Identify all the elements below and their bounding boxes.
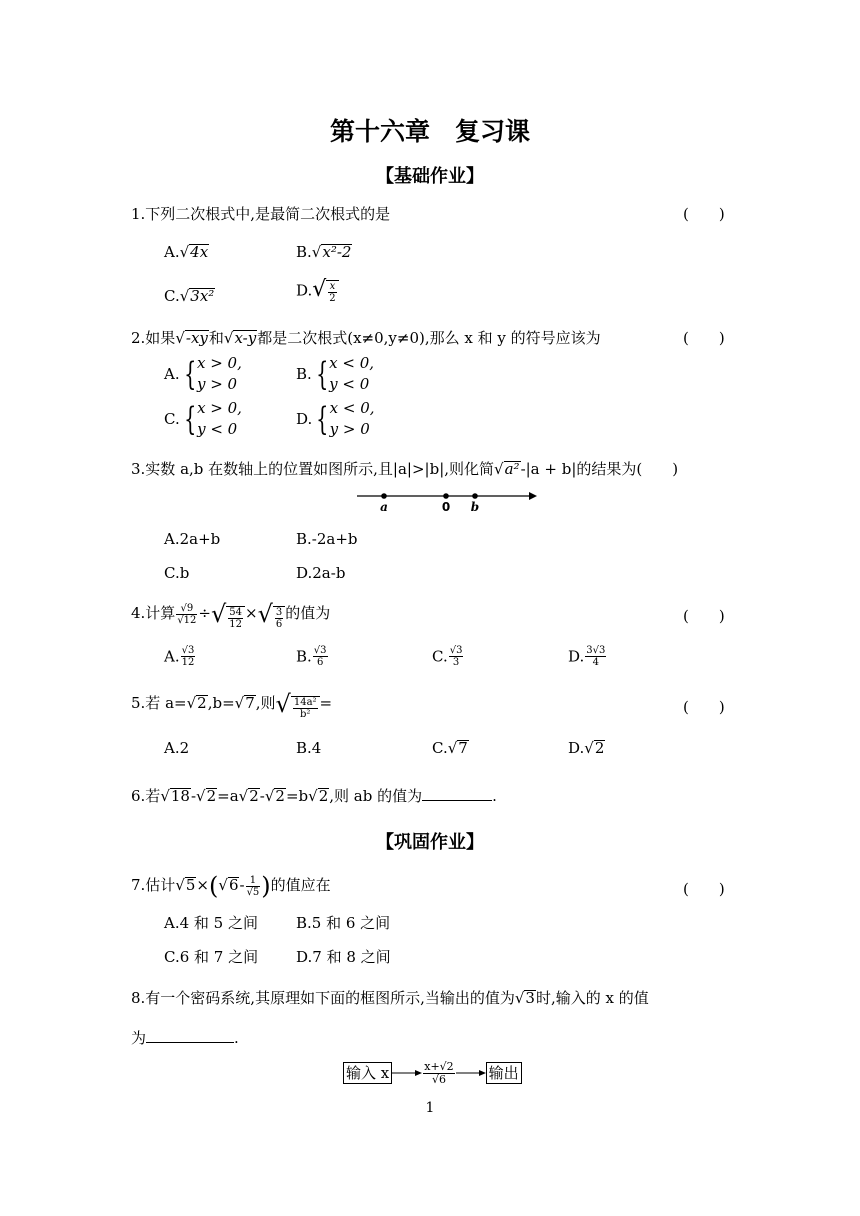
- q2-option-d-line1: x < 0,: [329, 399, 375, 417]
- q2-and: 和: [208, 329, 224, 347]
- q2-option-a[interactable]: A. { x > 0, y > 0: [164, 354, 242, 393]
- q7-frac-num: 1: [246, 875, 261, 887]
- q4-option-c-prefix: C.: [432, 647, 448, 666]
- right-paren-symbol: ): [261, 872, 271, 900]
- q7-radicand-1: 5: [185, 876, 196, 894]
- q5-option-c-prefix: C.: [432, 739, 448, 757]
- sqrt-symbol: √x-y: [223, 329, 257, 347]
- q6-op-2: =a: [217, 787, 239, 805]
- q2-option-d[interactable]: D. { x < 0, y > 0: [296, 399, 375, 438]
- q1-option-b-prefix: B.: [296, 243, 312, 261]
- question-5-stem: [131, 686, 332, 721]
- q6-op-4: =b: [285, 787, 309, 805]
- flowchart-input-box: 输入 x: [343, 1062, 392, 1084]
- label-b: b: [470, 500, 480, 514]
- q4-option-d-den: 4: [592, 657, 599, 668]
- section-basic: 【基础作业】: [376, 166, 484, 187]
- q5-b-radicand: 7: [245, 694, 255, 712]
- q7-option-c[interactable]: C.6 和 7 之间: [164, 948, 259, 966]
- q4-option-b-den: 6: [316, 657, 324, 668]
- question-4-stem: [131, 596, 330, 631]
- q7-stem-b: 的值应在: [270, 876, 331, 894]
- q2-option-b[interactable]: B. { x < 0, y < 0: [296, 354, 375, 393]
- q5-stem-mid: ,b=: [207, 694, 235, 712]
- q5-option-d-radicand: 2: [594, 739, 605, 757]
- q4-option-c-num: √3: [449, 645, 463, 656]
- q1-option-a-prefix: A.: [164, 243, 180, 261]
- arrow-right-icon: [392, 1068, 422, 1078]
- point-zero: [443, 493, 449, 499]
- q2-option-a-line1: x > 0,: [196, 354, 242, 372]
- q8-line2-end: .: [234, 1029, 239, 1047]
- q4-option-a-num: √3: [181, 645, 195, 656]
- question-2-stem: [131, 327, 601, 348]
- q7-frac-den: √5: [246, 886, 260, 898]
- q4-option-b-prefix: B.: [296, 647, 312, 666]
- flowchart-frac-num: x+√2: [424, 1059, 454, 1073]
- q2-stem-a: 2.如果: [131, 329, 176, 347]
- q5-option-c-radicand: 7: [458, 739, 468, 757]
- sqrt-symbol: √x²-2: [311, 243, 352, 261]
- q8-line2: 为: [131, 1029, 147, 1047]
- q4-option-b[interactable]: [296, 645, 329, 668]
- question-6-stem: [131, 785, 497, 806]
- q2-stem-b: 都是二次根式(x≠0,y≠0),那么 x 和 y 的符号应该为: [257, 329, 601, 347]
- q5-option-d[interactable]: [568, 739, 605, 757]
- sqrt-symbol: √3: [514, 989, 535, 1007]
- q4-option-d-prefix: D.: [568, 647, 585, 666]
- q5-option-d-prefix: D.: [568, 739, 585, 757]
- q4-times: ×: [245, 604, 258, 622]
- point-b: [472, 493, 478, 499]
- q7-option-d[interactable]: D.7 和 8 之间: [296, 948, 391, 966]
- q7-option-a[interactable]: A.4 和 5 之间: [164, 914, 258, 932]
- sqrt-symbol: √2: [238, 787, 259, 805]
- q8-stem-a: 8.有一个密码系统,其原理如下面的框图所示,当输出的值为: [131, 989, 515, 1007]
- q6-op-1: -: [190, 787, 197, 805]
- q2-option-d-line2: y > 0: [329, 420, 370, 438]
- q3-radicand: a²: [504, 460, 520, 478]
- q4-option-d[interactable]: [568, 645, 607, 668]
- q1-option-b[interactable]: [296, 243, 352, 261]
- q6-answer-blank[interactable]: [422, 786, 492, 801]
- sqrt-symbol: √2: [196, 787, 217, 805]
- q6-radicand-4: 2: [275, 787, 285, 805]
- brace-symbol: {: [315, 355, 329, 393]
- q1-option-a-radicand: 4x: [190, 243, 209, 261]
- q3-option-c[interactable]: C.b: [164, 564, 190, 582]
- q5-stem-c: ,则: [255, 694, 276, 712]
- sqrt-symbol: √ $\frac{3}{6}$: [258, 597, 286, 631]
- page-number: 1: [425, 1100, 435, 1116]
- label-a: a: [380, 500, 388, 514]
- q5-frac-den: b²: [299, 708, 311, 720]
- q3-option-b[interactable]: B.-2a+b: [296, 530, 358, 548]
- q4-stem-a: 4.计算: [131, 604, 176, 622]
- q7-radicand-2: 6: [228, 876, 239, 894]
- question-1-stem: 1.下列二次根式中,是最简二次根式的是: [131, 205, 391, 223]
- question-3-stem: [131, 458, 678, 479]
- sqrt-symbol: √4x: [179, 243, 209, 261]
- arrow-right-icon: [456, 1068, 486, 1078]
- q1-option-d-numerator: x: [329, 280, 336, 292]
- q4-stem-b: 的值为: [285, 604, 331, 622]
- page-title: 第十六章 复习课: [329, 117, 530, 146]
- q5-option-c[interactable]: [432, 739, 469, 757]
- q4-div: ÷: [198, 604, 211, 622]
- q4-frac1-num: √9: [176, 603, 197, 615]
- sqrt-symbol: √a²: [494, 460, 520, 478]
- q6-radicand-2: 2: [206, 787, 217, 805]
- q1-option-c[interactable]: [164, 287, 215, 305]
- answer-paren-7[interactable]: ( ): [683, 880, 725, 898]
- q4-option-c[interactable]: [432, 645, 464, 668]
- q3-option-a[interactable]: A.2a+b: [164, 530, 221, 548]
- q5-frac-num: 14a²: [293, 696, 317, 708]
- sqrt-symbol: √7: [447, 739, 468, 757]
- q4-option-c-den: 3: [452, 657, 460, 668]
- q4-frac1-den: √12: [177, 614, 197, 626]
- q6-op-3: -: [259, 787, 265, 805]
- q3-stem-a: 3.实数 a,b 在数轴上的位置如图所示,且|a|>|b|,则化简: [131, 460, 495, 478]
- q6-stem-end: .: [492, 787, 497, 805]
- q1-option-c-prefix: C.: [164, 287, 180, 305]
- brace-symbol: {: [316, 400, 329, 438]
- answer-paren-1[interactable]: ( ): [683, 205, 725, 223]
- number-line: [355, 487, 540, 515]
- sqrt-symbol: √2: [186, 694, 207, 712]
- q1-option-d-denominator: 2: [329, 292, 336, 304]
- q2-option-c-line1: x > 0,: [197, 399, 242, 417]
- question-8-line2: [131, 1027, 239, 1048]
- q5-a-radicand: 2: [197, 694, 207, 712]
- q1-option-b-radicand: x²-2: [322, 243, 352, 261]
- q6-radicand-1: 18: [170, 787, 190, 805]
- q7-stem-a: 7.估计: [131, 876, 176, 894]
- q2-option-c-line2: y < 0: [197, 420, 238, 438]
- sqrt-symbol: √6: [218, 876, 239, 894]
- question-7-stem: [131, 868, 331, 903]
- q4-option-b-num: √3: [313, 645, 327, 656]
- q5-option-b[interactable]: B.4: [296, 739, 322, 757]
- flowchart-output-box: 输出: [486, 1062, 522, 1084]
- q4-option-a[interactable]: [164, 645, 196, 668]
- q5-option-a[interactable]: A.2: [164, 739, 190, 757]
- brace-symbol: {: [183, 400, 197, 438]
- q2-option-a-line2: y > 0: [196, 375, 238, 393]
- sqrt-symbol: √-xy: [175, 329, 208, 347]
- q4-frac3-num: 3: [275, 606, 283, 618]
- q8-answer-blank[interactable]: [146, 1028, 234, 1043]
- q2-radicand-2: x-y: [234, 329, 257, 347]
- q3-stem-b: -|a + b|的结果为( ): [520, 460, 679, 478]
- q5-stem-d: =: [319, 694, 333, 712]
- sqrt-symbol: √2: [308, 787, 329, 805]
- q4-frac3-den: 6: [275, 618, 283, 630]
- sqrt-symbol: √ $\frac{54}{12}$: [211, 597, 245, 631]
- sqrt-symbol: √ $\frac{\text{14a²}}{\text{b²}}$: [276, 687, 320, 721]
- q2-radicand-1: -xy: [185, 329, 208, 347]
- q1-option-d-prefix: D.: [296, 281, 313, 300]
- q4-frac2-den: 12: [229, 618, 243, 630]
- q4-frac2-num: 54: [229, 606, 243, 618]
- q6-radicand-3: 2: [249, 787, 259, 805]
- q7-minus: -: [239, 876, 245, 894]
- q2-option-c[interactable]: C. { x > 0, y < 0: [164, 399, 242, 438]
- section-consolidate: 【巩固作业】: [376, 832, 484, 853]
- q1-option-a[interactable]: [164, 243, 209, 261]
- q6-radicand-5: 2: [318, 787, 329, 805]
- q8-stem-b: 时,输入的 x 的值: [535, 989, 649, 1007]
- sqrt-symbol: √2: [264, 787, 285, 805]
- q8-radicand: 3: [525, 989, 535, 1007]
- sqrt-symbol: √2: [584, 739, 605, 757]
- q7-times: ×: [196, 876, 209, 894]
- q2-option-b-line1: x < 0,: [329, 354, 375, 372]
- number-line-arrow-icon: [529, 492, 537, 500]
- flowchart-frac-den: √6: [431, 1072, 446, 1086]
- q2-option-b-line2: y < 0: [329, 375, 370, 393]
- sqrt-symbol: √3x²: [179, 287, 215, 305]
- q5-stem-a: 5.若 a=: [131, 694, 187, 712]
- q3-option-d[interactable]: D.2a-b: [296, 564, 346, 582]
- q4-option-a-den: 12: [181, 657, 195, 668]
- q6-stem-b: ,则 ab 的值为: [329, 787, 423, 805]
- q4-option-a-prefix: A.: [164, 647, 180, 666]
- left-paren-symbol: (: [209, 872, 219, 900]
- answer-paren-4[interactable]: ( ): [683, 607, 725, 625]
- answer-paren-5[interactable]: ( ): [683, 698, 725, 716]
- sqrt-symbol: √5: [175, 876, 196, 894]
- question-8-stem: [131, 987, 649, 1008]
- q6-stem-a: 6.若: [131, 787, 161, 805]
- brace-symbol: {: [183, 355, 196, 393]
- sqrt-symbol: √18: [160, 787, 190, 805]
- answer-paren-2[interactable]: ( ): [683, 329, 725, 347]
- label-zero: 0: [441, 500, 451, 514]
- q1-option-d[interactable]: [296, 277, 339, 304]
- q1-option-c-radicand: 3x²: [190, 287, 215, 305]
- q4-option-d-num: 3√3: [586, 645, 606, 656]
- sqrt-symbol: √ $\frac{x}{2}$: [312, 277, 338, 304]
- flowchart: [343, 1058, 522, 1088]
- sqrt-symbol: √7: [234, 694, 255, 712]
- q7-option-b[interactable]: B.5 和 6 之间: [296, 914, 391, 932]
- point-a: [381, 493, 387, 499]
